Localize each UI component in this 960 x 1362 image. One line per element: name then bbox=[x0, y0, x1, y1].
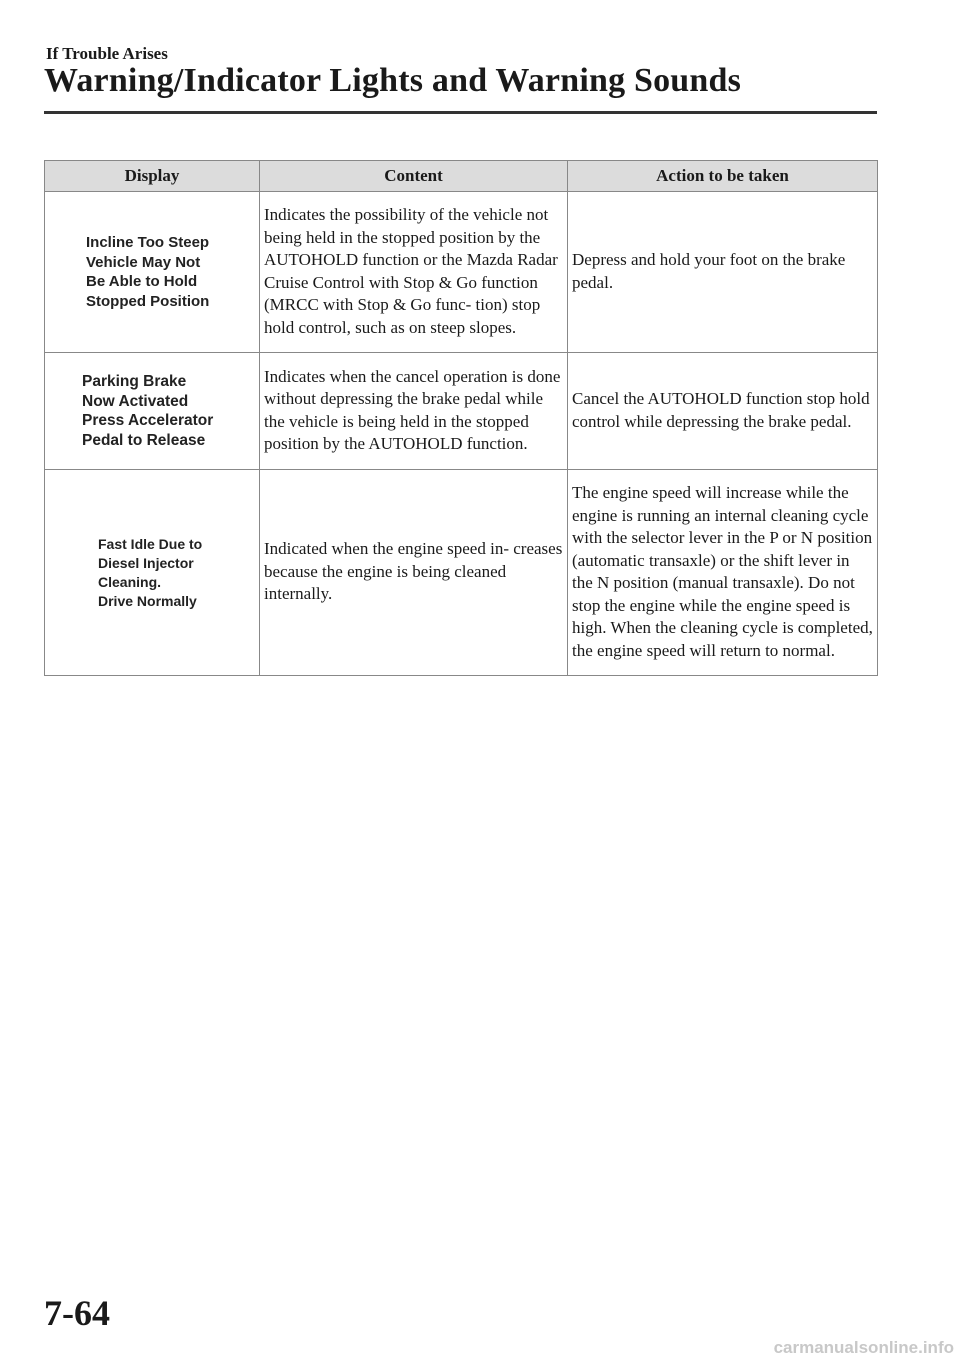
table-row bbox=[45, 470, 878, 676]
column-header-display: Display bbox=[45, 161, 260, 192]
column-header-content: Content bbox=[260, 161, 568, 192]
table-header-row bbox=[45, 161, 878, 192]
display-message bbox=[98, 535, 259, 611]
display-cell bbox=[45, 192, 260, 353]
action-cell: Cancel the AUTOHOLD function stop hold control while depressing the brake pedal. bbox=[568, 353, 878, 470]
display-line: Be Able to Hold bbox=[86, 273, 198, 290]
display-line: Diesel Injector bbox=[98, 554, 194, 571]
display-line: Pedal to Release bbox=[82, 431, 206, 449]
display-line: Press Accelerator bbox=[82, 412, 214, 429]
content-cell: Indicates the possibility of the vehicle not being held in the stopped position by the AUTOHOLD function or the Mazda Radar Cruise Control with Stop & Go function (MRCC with Stop & Go func- tion) stop hold control, such as on steep slopes. bbox=[260, 192, 568, 353]
display-line: Parking Brake bbox=[82, 373, 187, 390]
action-cell: Depress and hold your foot on the brake pedal. bbox=[568, 192, 878, 353]
display-cell bbox=[45, 353, 260, 470]
display-cell bbox=[45, 470, 260, 676]
table-row bbox=[45, 192, 878, 353]
display-line: Incline Too Steep bbox=[86, 234, 210, 251]
column-header-action: Action to be taken bbox=[568, 161, 878, 192]
display-message bbox=[82, 372, 259, 450]
page-number: 7-64 bbox=[44, 1293, 110, 1333]
watermark: carmanualsonline.info bbox=[773, 1338, 954, 1357]
section-label: If Trouble Arises bbox=[46, 44, 168, 63]
table-row bbox=[45, 353, 878, 470]
content-cell: Indicated when the engine speed in- creases because the engine is being cleaned internally. bbox=[260, 470, 568, 676]
display-line: Vehicle May Not bbox=[86, 253, 201, 271]
display-line: Fast Idle Due to bbox=[98, 535, 203, 552]
display-line: Drive Normally bbox=[98, 592, 197, 609]
display-line: Now Activated bbox=[82, 392, 189, 410]
display-message bbox=[86, 233, 259, 311]
page-title: Warning/Indicator Lights and Warning Sounds bbox=[44, 62, 742, 99]
display-line: Stopped Position bbox=[86, 292, 210, 310]
display-line: Cleaning. bbox=[98, 573, 162, 590]
action-cell: The engine speed will increase while the engine is running an internal cleaning cycle with the selector lever in the P or N position (automatic transaxle) or the shift lever in the N position (manual transaxle). Do not stop the engine while the engine speed is high. When the cleaning cycle is completed, the engine speed will return to normal. bbox=[568, 470, 878, 676]
content-cell: Indicates when the cancel operation is done without depressing the brake pedal while the vehicle is being held in the stopped position by the AUTOHOLD function. bbox=[260, 353, 568, 470]
title-rule bbox=[44, 111, 877, 114]
warning-table bbox=[44, 160, 878, 676]
